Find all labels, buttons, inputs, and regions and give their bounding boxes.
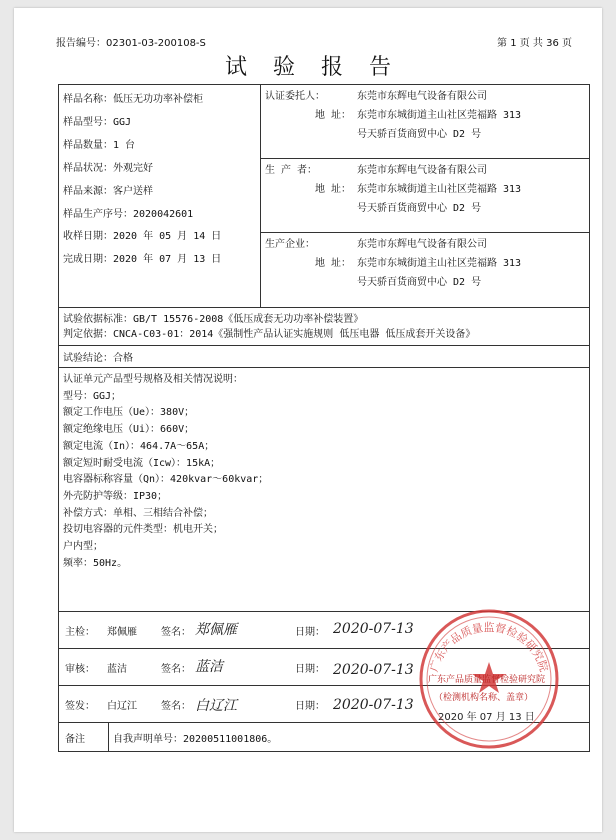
address-line: 东莞市东城街道主山社区莞福路 313: [357, 184, 522, 195]
party-label: 生 产 者：: [265, 165, 318, 176]
sign-label: 签名：: [161, 663, 191, 675]
judgement-basis: 判定依据：CNCA-C03-01：2014《强制性产品认证实施规则 低压电器 低压成套开关设备》: [63, 329, 476, 340]
spec-item: 额定工作电压（Ue）：380V；: [63, 407, 195, 419]
person-name: 蓝洁: [107, 663, 127, 675]
sample-info: [59, 85, 261, 307]
spec-item: 补偿方式：单相、三相结合补偿；: [63, 507, 213, 519]
spec-item: 型号：GGJ；: [63, 390, 122, 402]
sample-source: 样品来源：客户送样: [63, 185, 153, 197]
receive-date: 收样日期：2020 年 05 月 14 日: [63, 231, 222, 243]
handwritten-signature: 白辽江: [195, 698, 237, 714]
complete-date: 完成日期：2020 年 07 月 13 日: [63, 254, 222, 266]
spec-item: 外壳防护等级：IP30；: [63, 490, 168, 502]
organization-label: （检测机构名称、盖章）: [434, 693, 534, 703]
address-line: 东莞市东城街道主山社区莞福路 313: [357, 110, 522, 121]
handwritten-date: 2020-07-13: [333, 662, 414, 678]
role-label: 主检：: [65, 626, 95, 638]
spec-item: 电容器标称容量（Qn）：420kvar～60kvar；: [63, 474, 269, 486]
handwritten-signature: 蓝洁: [195, 659, 223, 675]
sign-label: 签名：: [161, 626, 191, 638]
role-label: 审核：: [65, 663, 95, 675]
sample-party-section: [59, 85, 589, 308]
date-label: 日期：: [295, 663, 325, 675]
address-label: 地 址：: [314, 110, 351, 121]
person-name: 郑佩雁: [107, 626, 137, 638]
spec-item: 频率：50Hz。: [63, 557, 128, 569]
page-info: 第 1 页 共 36 页: [497, 38, 572, 49]
address-line: 号天骄百货商贸中心 D2 号: [357, 277, 482, 288]
spec-item: 额定绝缘电压（Ui）：660V；: [63, 424, 195, 436]
party-factory: [261, 233, 589, 307]
sample-condition: 样品状况：外观完好: [63, 162, 153, 174]
report-number: 报告编号：02301-03-200108-S: [56, 38, 206, 49]
seal-text: 广东产品质量监督检验研究院: [427, 621, 551, 674]
address-line: 号天骄百货商贸中心 D2 号: [357, 129, 482, 140]
testing-organization: 广东产品质量监督检验研究院: [428, 675, 546, 685]
party-applicant: [261, 85, 589, 159]
sign-label: 签名：: [161, 700, 191, 712]
test-conclusion: 试验结论：合格: [59, 346, 589, 368]
date-label: 日期：: [295, 626, 325, 638]
sample-serial: 样品生产序号：2020042601: [63, 208, 194, 220]
party-manufacturer: [261, 159, 589, 233]
spec-section: [59, 368, 589, 612]
spec-item: 户内型；: [63, 541, 103, 553]
spec-item: 额定短时耐受电流（Icw）：15kA；: [63, 457, 221, 469]
remark-label: 备注: [59, 723, 109, 751]
spec-title: 认证单元产品型号规格及相关情况说明：: [63, 374, 243, 385]
spec-item: 投切电容器的元件类型：机电开关；: [63, 524, 223, 536]
remark-text: 自我声明单号：20200511001806。: [113, 733, 278, 745]
handwritten-date: 2020-07-13: [333, 697, 414, 713]
handwritten-signature: 郑佩雁: [195, 622, 237, 638]
person-name: 白辽江: [107, 700, 137, 712]
report-title: 试验报告: [224, 55, 417, 80]
party-name: 东莞市东辉电气设备有限公司: [357, 239, 487, 250]
address-line: 东莞市东城街道主山社区莞福路 313: [357, 258, 522, 269]
spec-item: 额定电流（In）：464.7A～65A；: [63, 440, 215, 452]
party-info: [261, 85, 589, 307]
party-label: 认证委托人：: [265, 91, 325, 102]
date-label: 日期：: [295, 700, 325, 712]
organization-date: 2020 年 07 月 13 日: [438, 712, 535, 723]
test-standard: 试验依据标准：GB/T 15576-2008《低压成套无功功率补偿装置》: [63, 314, 364, 325]
role-label: 签发：: [65, 700, 95, 712]
handwritten-date: 2020-07-13: [333, 621, 414, 637]
address-label: 地 址：: [314, 258, 351, 269]
address-line: 号天骄百货商贸中心 D2 号: [357, 203, 482, 214]
sample-name: 样品名称：低压无功功率补偿柜: [63, 94, 203, 105]
address-label: 地 址：: [314, 184, 351, 195]
test-basis: [59, 308, 589, 346]
report-page: [14, 8, 602, 832]
party-name: 东莞市东辉电气设备有限公司: [357, 91, 487, 102]
party-label: 生产企业：: [265, 239, 315, 250]
sample-quantity: 样品数量：1 台: [63, 139, 136, 151]
party-name: 东莞市东辉电气设备有限公司: [357, 165, 487, 176]
sample-model: 样品型号：GGJ: [63, 116, 132, 128]
